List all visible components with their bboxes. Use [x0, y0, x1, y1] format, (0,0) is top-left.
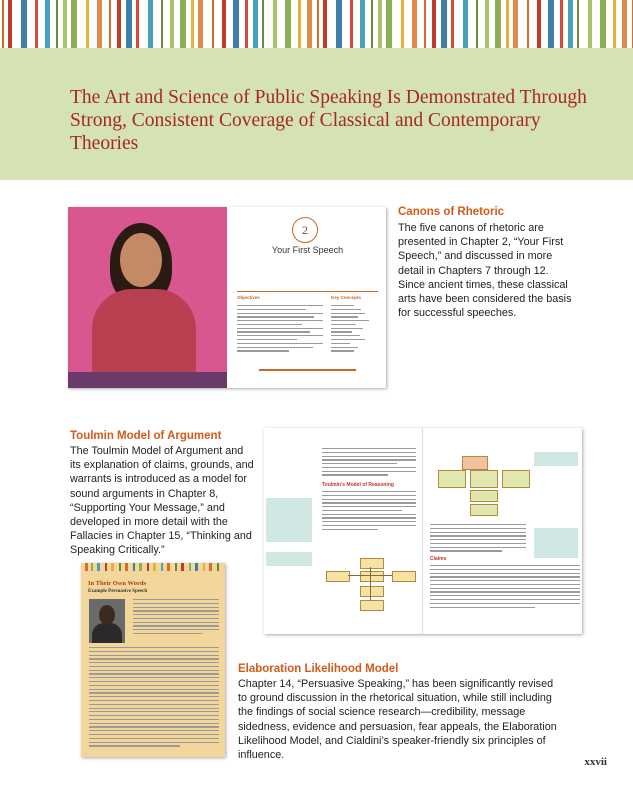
chapter-two-spread-image — [68, 207, 386, 388]
stripe — [451, 0, 454, 48]
stripe — [191, 0, 194, 48]
elm-body: Chapter 14, “Persuasive Speaking,” has been significantly revised to ground discussion in the rhetorical situation, while still including the findings of social science research—credibility, message sidedness, evidence and persuasion, fear appeals, the Elaboration Likelihood Model, and Cialdini’s speaker-friendly six principles of influence. — [238, 678, 557, 762]
quote-line — [259, 369, 356, 371]
example-speech-subtitle: Example Persuasive Speech — [88, 589, 148, 594]
stripe — [109, 0, 111, 48]
example-speech-page-image — [81, 563, 225, 757]
stripe — [378, 0, 382, 48]
stripe — [432, 0, 436, 48]
stripe — [285, 0, 291, 48]
stripe — [441, 0, 447, 48]
stripe — [476, 0, 478, 48]
page-number: xxvii — [584, 756, 607, 768]
stripe — [424, 0, 426, 48]
page-headline: The Art and Science of Public Speaking Is Demonstrated Through Strong, Consistent Coverage of Classical and Contemporary Theories — [70, 87, 587, 154]
toulmin-spread-image — [264, 428, 582, 634]
stripe — [2, 0, 4, 48]
stripe — [548, 0, 554, 48]
stripe — [307, 0, 312, 48]
stripe — [386, 0, 392, 48]
speaker-photo — [68, 207, 227, 388]
stripe — [336, 0, 342, 48]
elm-title: Elaboration Likelihood Model — [238, 663, 399, 675]
stripe — [401, 0, 404, 48]
stripe — [350, 0, 353, 48]
stripe — [161, 0, 163, 48]
objectives-text-lines — [237, 305, 323, 354]
margin-note-box — [266, 498, 312, 542]
stripe — [126, 0, 132, 48]
stripe — [97, 0, 102, 48]
stripe — [21, 0, 27, 48]
toulmin-body: The Toulmin Model of Argument and its explanation of claims, grounds, and warrants is introduced as a model for sound arguments in Chapter 8, “Supporting Your Message,” and developed in more detail with the Fallacies in Chapter 15, “Thinking and Speaking Critically.” — [70, 445, 254, 557]
canons-title: Canons of Rhetoric — [398, 206, 505, 218]
stripe — [613, 0, 616, 48]
chapter-opener-page — [229, 207, 386, 388]
stripe — [560, 0, 563, 48]
toulmin-reasoning-heading: Toulmin's Model of Reasoning — [322, 482, 394, 488]
stripe — [577, 0, 579, 48]
stripe — [622, 0, 627, 48]
objectives-label: Objectives — [237, 295, 260, 300]
stripe — [136, 0, 139, 48]
stripe — [233, 0, 239, 48]
stripe — [323, 0, 327, 48]
stripe — [588, 0, 592, 48]
stripe — [495, 0, 501, 48]
right-page-text-lines — [430, 524, 526, 554]
stripe — [63, 0, 67, 48]
stripe — [8, 0, 12, 48]
stripe — [245, 0, 248, 48]
stripe — [273, 0, 277, 48]
stripe — [371, 0, 373, 48]
canons-body: The five canons of rhetoric are presented in Chapter 2, “Your First Speech,” and discussed in more detail in Chapters 7 through 12. Since ancient times, these classical arts have been considered the basis for successful speeches. — [398, 222, 572, 320]
stripe — [56, 0, 58, 48]
stripe — [180, 0, 186, 48]
stripe — [537, 0, 541, 48]
stripe — [513, 0, 518, 48]
stripe — [412, 0, 417, 48]
stripe — [485, 0, 489, 48]
key-concepts-text-lines — [331, 305, 369, 354]
decorative-stripes — [0, 0, 633, 48]
stripe — [600, 0, 606, 48]
stripe — [86, 0, 89, 48]
in-their-own-words-title: In Their Own Words — [88, 580, 146, 587]
stripe — [148, 0, 153, 48]
stripe — [45, 0, 50, 48]
stripe — [506, 0, 509, 48]
stripe — [117, 0, 121, 48]
stripe — [222, 0, 226, 48]
margin-note-box — [266, 552, 312, 566]
stripe — [253, 0, 258, 48]
chapter-title: Your First Speech — [271, 245, 344, 255]
chapter-number-badge: 2 — [292, 217, 318, 243]
stripe — [170, 0, 174, 48]
stripe — [463, 0, 468, 48]
key-concepts-label: Key Concepts — [331, 295, 362, 300]
stripe — [298, 0, 301, 48]
stripe — [35, 0, 38, 48]
speaker-photo-small — [89, 599, 125, 643]
stripe — [527, 0, 529, 48]
stripe — [568, 0, 573, 48]
toulmin-title: Toulmin Model of Argument — [70, 430, 222, 442]
stripe — [262, 0, 264, 48]
stripe — [71, 0, 77, 48]
stripe — [212, 0, 214, 48]
stripe — [317, 0, 319, 48]
left-page-text-lines — [322, 448, 416, 478]
claims-heading: Claims — [430, 556, 447, 562]
speech-text-lines — [133, 599, 219, 637]
stripe — [198, 0, 203, 48]
stripe — [360, 0, 365, 48]
